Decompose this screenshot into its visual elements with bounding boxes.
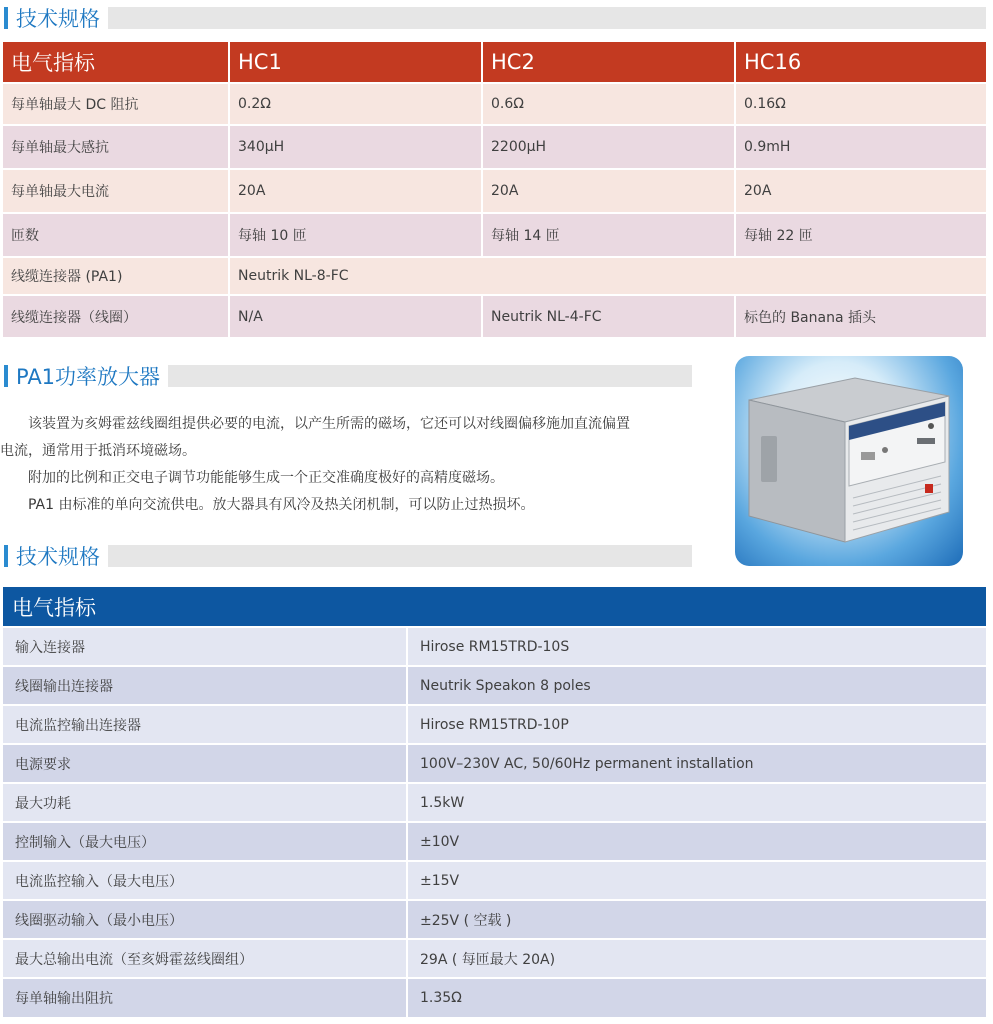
header-cell: 电气指标 xyxy=(3,587,986,627)
table-cell: 每轴 22 匝 xyxy=(735,213,986,257)
table-row xyxy=(3,295,986,337)
power-amplifier-photo xyxy=(735,356,963,566)
table-row xyxy=(3,861,986,900)
amplifier-spec-table xyxy=(3,587,986,1017)
table-cell: 最大总输出电流（至亥姆霍兹线圈组） xyxy=(3,939,407,978)
table-cell: Neutrik NL-4-FC xyxy=(482,295,735,337)
paragraph-line: PA1 由标准的单向交流供电。放大器具有风冷及热关闭机制，可以防止过热损坏。 xyxy=(28,497,535,513)
table-cell: 每单轴最大 DC 阻抗 xyxy=(3,83,229,125)
heading-accent-bar xyxy=(4,545,8,567)
table-row xyxy=(3,939,986,978)
heading-fill-bar xyxy=(108,545,692,567)
table-cell: 20A xyxy=(229,169,482,213)
table-cell: 0.16Ω xyxy=(735,83,986,125)
section-heading-specs-1 xyxy=(4,3,986,33)
table-cell: 20A xyxy=(735,169,986,213)
heading-accent-bar xyxy=(4,7,8,29)
table-cell: 1.5kW xyxy=(407,783,986,822)
table-cell: Hirose RM15TRD-10P xyxy=(407,705,986,744)
heading-accent-bar xyxy=(4,365,8,387)
heading-fill-bar xyxy=(168,365,692,387)
table-cell: 340μH xyxy=(229,125,482,169)
table-row xyxy=(3,705,986,744)
table-row xyxy=(3,978,986,1017)
table-cell: 每轴 14 匝 xyxy=(482,213,735,257)
paragraph-line: 电流，通常用于抵消环境磁场。 xyxy=(0,443,196,459)
table-cell: 0.9mH xyxy=(735,125,986,169)
section-title: 技术规格 xyxy=(16,7,100,31)
table-row xyxy=(3,744,986,783)
paragraph-line: 该装置为亥姆霍兹线圈组提供必要的电流，以产生所需的磁场，它还可以对线圈偏移施加直流偏置 xyxy=(28,416,630,432)
header-cell: HC16 xyxy=(735,42,986,83)
table-cell: 0.2Ω xyxy=(229,83,482,125)
table-cell: Hirose RM15TRD-10S xyxy=(407,627,986,666)
table-row xyxy=(3,257,986,295)
heading-fill-bar xyxy=(108,7,986,29)
table-cell: 控制输入（最大电压） xyxy=(3,822,407,861)
header-cell: 电气指标 xyxy=(3,42,229,83)
section-heading-specs-2 xyxy=(4,541,692,571)
table-cell: 每轴 10 匝 xyxy=(229,213,482,257)
table-cell: 线缆连接器（线圈） xyxy=(3,295,229,337)
table-cell: 线缆连接器 (PA1) xyxy=(3,257,229,295)
table-row xyxy=(3,169,986,213)
table-row xyxy=(3,125,986,169)
table-cell: 电流监控输出连接器 xyxy=(3,705,407,744)
table-cell: 线圈驱动输入（最小电压） xyxy=(3,900,407,939)
section-title: PA1功率放大器 xyxy=(16,365,161,389)
table-cell: N/A xyxy=(229,295,482,337)
table-cell: Neutrik Speakon 8 poles xyxy=(407,666,986,705)
section-heading-pa1 xyxy=(4,361,692,391)
table-cell: 每单轴输出阻抗 xyxy=(3,978,407,1017)
table-cell: 标色的 Banana 插头 xyxy=(735,295,986,337)
coil-spec-table xyxy=(3,42,986,337)
table-row xyxy=(3,83,986,125)
table-cell: 2200μH xyxy=(482,125,735,169)
table-row xyxy=(3,627,986,666)
description-paragraph xyxy=(0,411,700,519)
section-title: 技术规格 xyxy=(16,545,100,569)
header-cell: HC2 xyxy=(482,42,735,83)
table-row xyxy=(3,666,986,705)
amplifier-illustration xyxy=(735,356,963,566)
table-cell: 线圈输出连接器 xyxy=(3,666,407,705)
table-cell: 每单轴最大感抗 xyxy=(3,125,229,169)
table-header-row xyxy=(3,42,986,83)
header-cell: HC1 xyxy=(229,42,482,83)
table-cell: ±25V ( 空载 ) xyxy=(407,900,986,939)
table-cell: ±10V xyxy=(407,822,986,861)
table-cell: 1.35Ω xyxy=(407,978,986,1017)
table-row xyxy=(3,900,986,939)
table-cell: ±15V xyxy=(407,861,986,900)
table-cell: 匝数 xyxy=(3,213,229,257)
table-cell: 电流监控输入（最大电压） xyxy=(3,861,407,900)
table-cell: 29A ( 每匝最大 20A) xyxy=(407,939,986,978)
table-cell: 输入连接器 xyxy=(3,627,407,666)
table-cell: 电源要求 xyxy=(3,744,407,783)
table-cell-merged: Neutrik NL-8-FC xyxy=(229,257,986,295)
table-row xyxy=(3,783,986,822)
paragraph-line: 附加的比例和正交电子调节功能能够生成一个正交准确度极好的高精度磁场。 xyxy=(28,470,504,486)
table-row xyxy=(3,213,986,257)
table-row xyxy=(3,822,986,861)
table-cell: 100V–230V AC, 50/60Hz permanent installation xyxy=(407,744,986,783)
table-header-row xyxy=(3,587,986,627)
table-cell: 0.6Ω xyxy=(482,83,735,125)
table-cell: 最大功耗 xyxy=(3,783,407,822)
table-cell: 每单轴最大电流 xyxy=(3,169,229,213)
table-cell: 20A xyxy=(482,169,735,213)
